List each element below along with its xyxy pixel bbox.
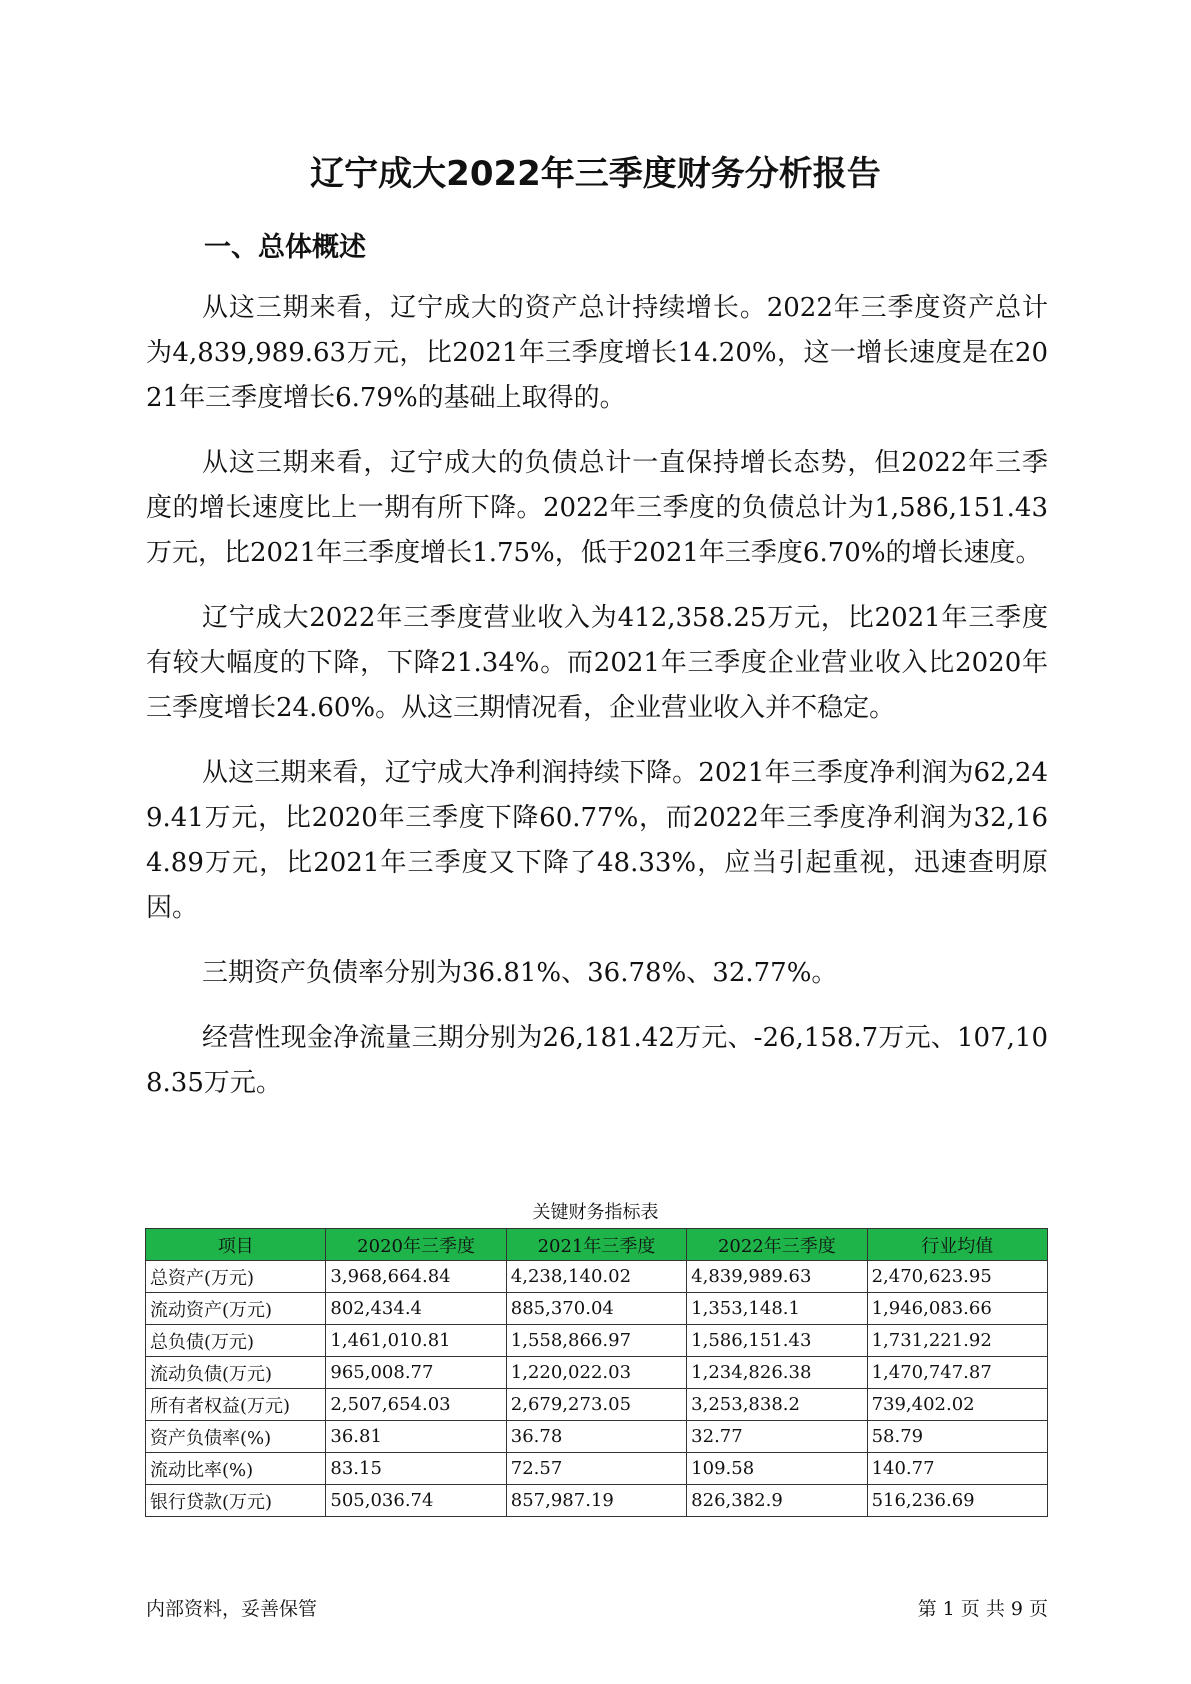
table-cell: 1,461,010.81: [326, 1325, 506, 1357]
table-cell: 739,402.02: [867, 1389, 1047, 1421]
table-cell: 1,731,221.92: [867, 1325, 1047, 1357]
table-row: [146, 1485, 1048, 1517]
table-cell: 516,236.69: [867, 1485, 1047, 1517]
table-cell: 2,679,273.05: [506, 1389, 686, 1421]
table-cell: 58.79: [867, 1421, 1047, 1453]
table-cell: 1,558,866.97: [506, 1325, 686, 1357]
footer-confidential-note: 内部资料，妥善保管: [146, 1598, 318, 1620]
table-row: [146, 1389, 1048, 1421]
table-cell: 965,008.77: [326, 1357, 506, 1389]
table-row: [146, 1421, 1048, 1453]
footer-page-number: 第 1 页 共 9 页: [917, 1598, 1048, 1620]
table-cell: 4,238,140.02: [506, 1261, 686, 1293]
table-cell: 72.57: [506, 1453, 686, 1485]
paragraph-revenue: 辽宁成大2022年三季度营业收入为412,358.25万元，比2021年三季度有较大幅度的下降，下降21.34%。而2021年三季度企业营业收入比2020年三季度增长24.60%。从这三期情况看，企业营业收入并不稳定。: [146, 603, 1048, 723]
table-cell: 1,220,022.03: [506, 1357, 686, 1389]
table-cell: 32.77: [687, 1421, 867, 1453]
table-cell: 826,382.9: [687, 1485, 867, 1517]
table-row: [146, 1293, 1048, 1325]
table-cell: 2,507,654.03: [326, 1389, 506, 1421]
table-cell: 3,968,664.84: [326, 1261, 506, 1293]
table-cell: 36.78: [506, 1421, 686, 1453]
key-financial-indicators-table: [145, 1228, 1048, 1517]
body-text: [146, 286, 1048, 1126]
table-cell: 2,470,623.95: [867, 1261, 1047, 1293]
table-cell: 36.81: [326, 1421, 506, 1453]
row-label: 所有者权益(万元): [146, 1389, 326, 1421]
table-row: [146, 1325, 1048, 1357]
row-label: 银行贷款(万元): [146, 1485, 326, 1517]
table-cell: 1,234,826.38: [687, 1357, 867, 1389]
row-label: 总资产(万元): [146, 1261, 326, 1293]
header-2020q3: 2020年三季度: [326, 1229, 506, 1261]
row-label: 流动资产(万元): [146, 1293, 326, 1325]
table-cell: 1,470,747.87: [867, 1357, 1047, 1389]
table-caption: 关键财务指标表: [532, 1202, 659, 1223]
table-row: [146, 1357, 1048, 1389]
paragraph-assets: 从这三期来看，辽宁成大的资产总计持续增长。2022年三季度资产总计为4,839,989.63万元，比2021年三季度增长14.20%，这一增长速度是在2021年三季度增长6.79%的基础上取得的。: [146, 293, 1048, 413]
paragraph-debt-ratio: 三期资产负债率分别为36.81%、36.78%、32.77%。: [202, 958, 838, 988]
table-row: [146, 1453, 1048, 1485]
row-label: 总负债(万元): [146, 1325, 326, 1357]
table-cell: 4,839,989.63: [687, 1261, 867, 1293]
table-cell: 83.15: [326, 1453, 506, 1485]
table-cell: 109.58: [687, 1453, 867, 1485]
table-cell: 885,370.04: [506, 1293, 686, 1325]
row-label: 资产负债率(%): [146, 1421, 326, 1453]
paragraph-liabilities: 从这三期来看，辽宁成大的负债总计一直保持增长态势，但2022年三季度的增长速度比上一期有所下降。2022年三季度的负债总计为1,586,151.43万元，比2021年三季度增长1.75%，低于2021年三季度6.70%的增长速度。: [146, 448, 1048, 568]
table-row: [146, 1261, 1048, 1293]
table-cell: 140.77: [867, 1453, 1047, 1485]
table-cell: 1,586,151.43: [687, 1325, 867, 1357]
table-cell: 802,434.4: [326, 1293, 506, 1325]
table-cell: 1,353,148.1: [687, 1293, 867, 1325]
row-label: 流动负债(万元): [146, 1357, 326, 1389]
page-title: 辽宁成大2022年三季度财务分析报告: [310, 154, 881, 194]
table-cell: 505,036.74: [326, 1485, 506, 1517]
paragraph-net-profit: 从这三期来看，辽宁成大净利润持续下降。2021年三季度净利润为62,249.41万元，比2020年三季度下降60.77%，而2022年三季度净利润为32,164.89万元，比2021年三季度又下降了48.33%，应当引起重视，迅速查明原因。: [146, 758, 1048, 923]
header-industry-average: 行业均值: [867, 1229, 1047, 1261]
section-heading: 一、总体概述: [204, 232, 366, 263]
row-label: 流动比率(%): [146, 1453, 326, 1485]
paragraph-cash-flow: 经营性现金净流量三期分别为26,181.42万元、-26,158.7万元、107,108.35万元。: [146, 1023, 1048, 1098]
table-cell: 3,253,838.2: [687, 1389, 867, 1421]
header-2021q3: 2021年三季度: [506, 1229, 686, 1261]
table-header-row: [146, 1229, 1048, 1261]
table-cell: 1,946,083.66: [867, 1293, 1047, 1325]
table-cell: 857,987.19: [506, 1485, 686, 1517]
header-item: 项目: [146, 1229, 326, 1261]
header-2022q3: 2022年三季度: [687, 1229, 867, 1261]
